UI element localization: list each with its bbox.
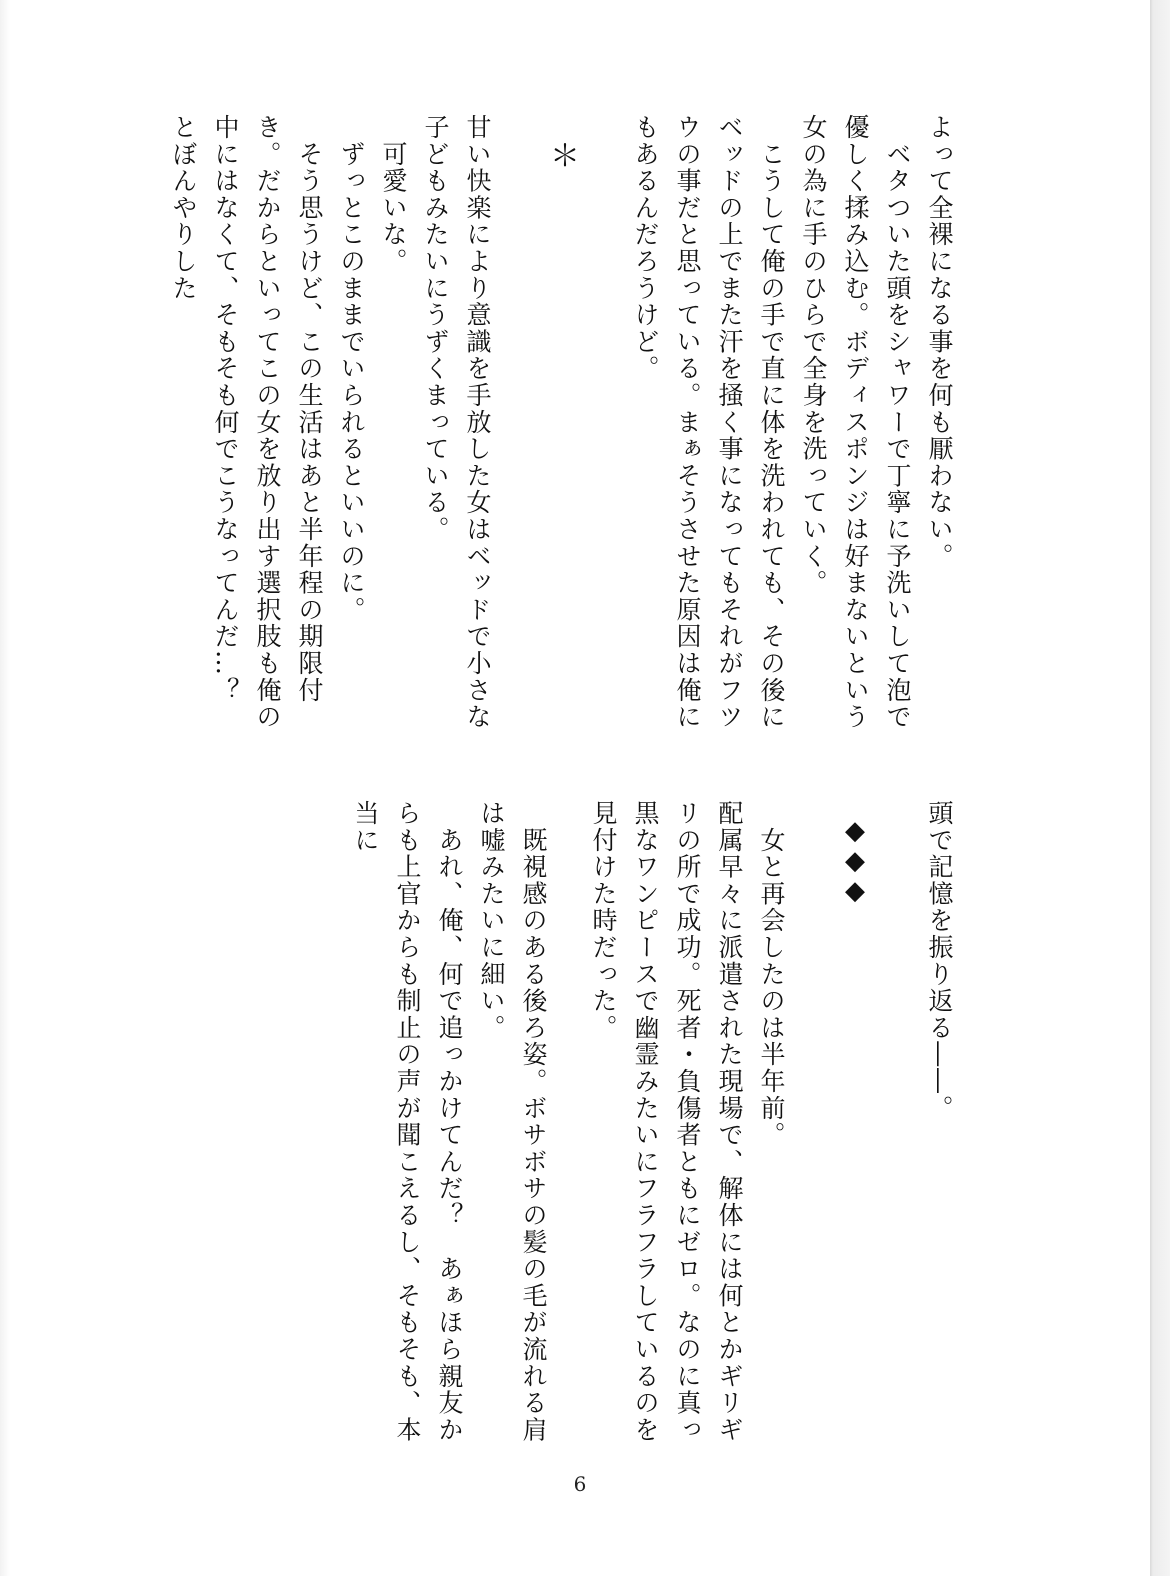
paragraph-gap	[792, 800, 834, 1460]
paragraph: こうして俺の手で直に体を洗われても、その後にベッドの上でまた汗を掻く事になってもそれがフツウの事だと思っている。まぁそうさせた原因は俺にもあるんだろうけど。	[631, 114, 786, 731]
paragraph-gap	[582, 114, 624, 754]
paragraph: よって全裸になる事を何も厭わない。	[925, 114, 954, 570]
paragraph-gap	[498, 114, 540, 754]
text-block-bottom	[344, 800, 960, 1460]
text-block-top	[162, 114, 960, 754]
paragraph: 既視感のある後ろ姿。ボサボサの髪の毛が流れる肩は嘘みたいに細い。	[477, 800, 548, 1444]
paragraph: ベタついた頭をシャワーで丁寧に予洗いして泡で優しく揉み込む。ボディスポンジは好まないという女の為に手のひらで全身を洗っていく。	[799, 114, 912, 731]
paragraph-gap	[554, 800, 582, 1460]
paragraph: 甘い快楽により意識を手放した女はベッドで小さな子どもみたいにうずくまっている。	[421, 114, 492, 731]
book-page	[10, 0, 1150, 1576]
section-break-asterisk: ＊	[544, 140, 579, 172]
paragraph: そう思うけど、この生活はあと半年程の期限付き。だからといってこの女を放り出す選択肢も俺の中にはなくて、そもそも何でこうなってんだ…？ とぼんやりした	[169, 114, 324, 731]
paragraph-gap	[876, 800, 918, 1460]
page-shadow-left	[0, 0, 10, 1576]
scrollbar-track[interactable]	[1150, 0, 1170, 1576]
paragraph: 可愛いな。	[379, 114, 408, 275]
paragraph: あれ、俺、何で追っかけてんだ？ あぁほら親友からも上官からも制止の声が聞こえるし、そもそも、本当に	[351, 800, 464, 1444]
section-break-diamonds: ◆◆◆	[840, 816, 870, 906]
paragraph: 女と再会したのは半年前。	[757, 800, 786, 1149]
page-number: 6	[573, 1472, 587, 1496]
paragraph: 頭で記憶を振り返る――。	[925, 800, 954, 1122]
paragraph: ずっとこのままでいられるといいのに。	[337, 114, 366, 624]
paragraph: 配属早々に派遣された現場で、解体には何とかギリギリの所で成功。死者・負傷者ともにゼロ。なのに真っ黒なワンピースで幽霊みたいにフラフラしているのを見付けた時だった。	[589, 800, 744, 1444]
